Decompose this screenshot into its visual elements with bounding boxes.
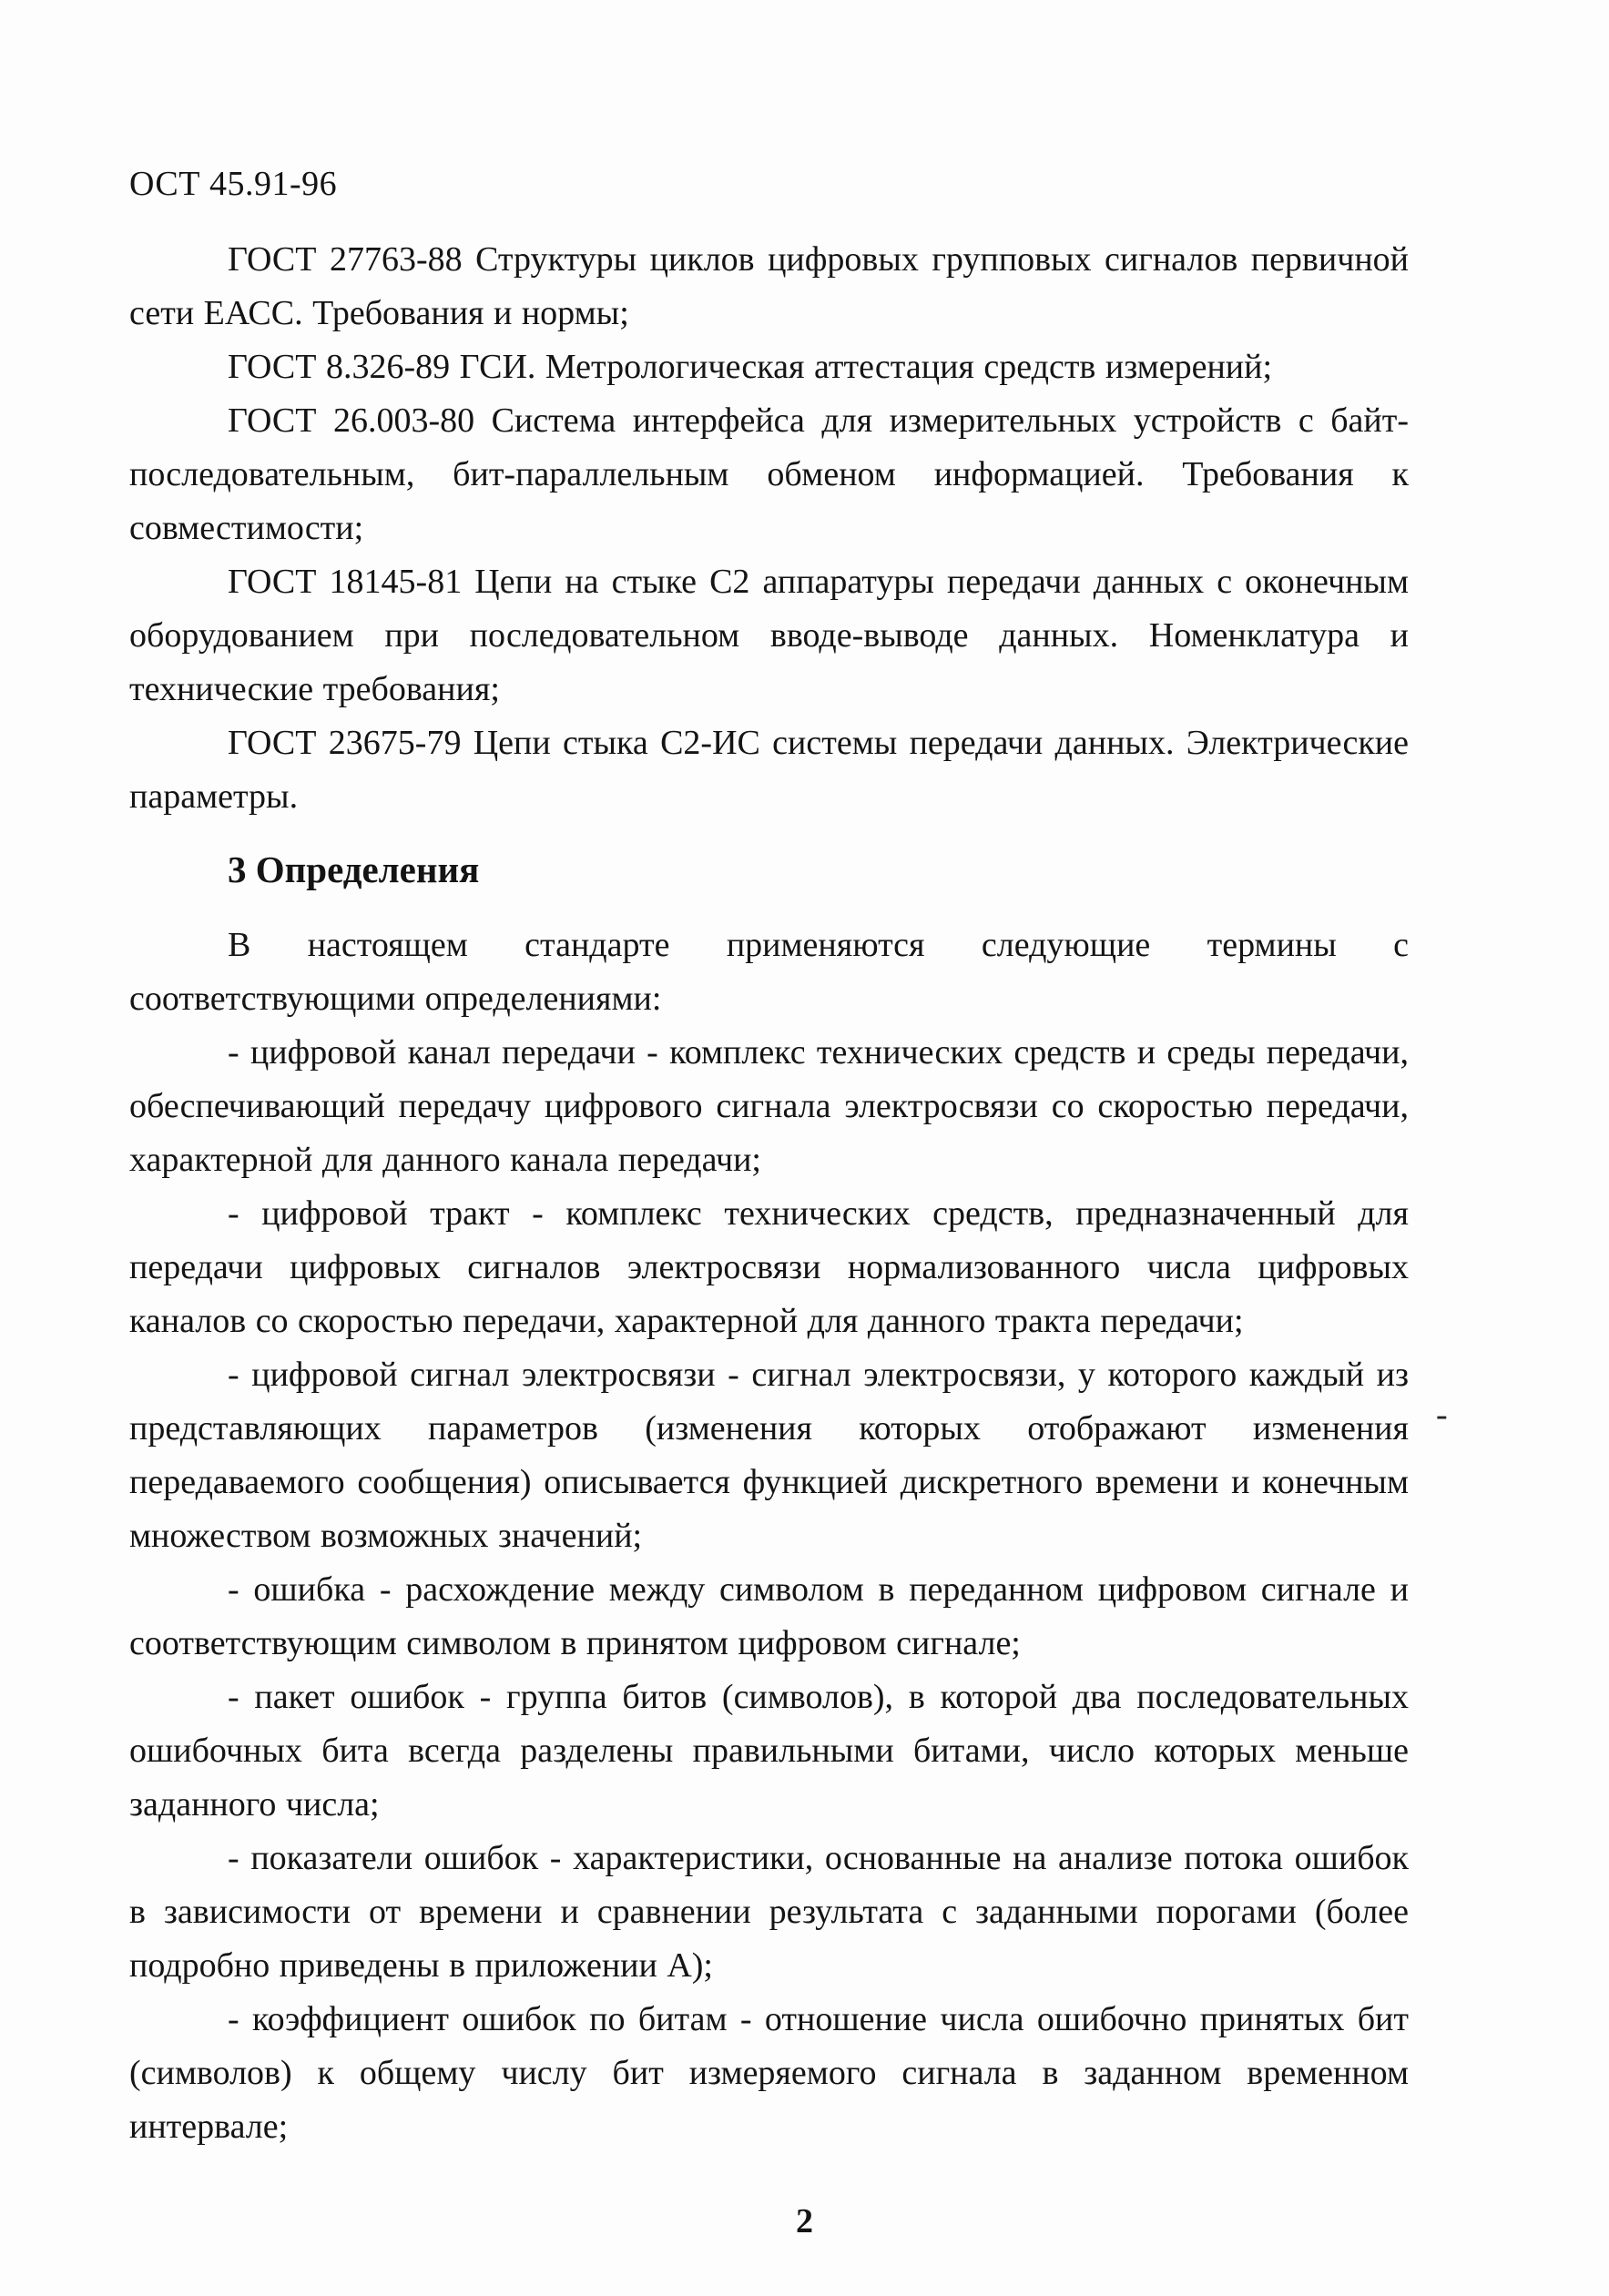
reference-gost-18145: ГОСТ 18145-81 Цепи на стыке С2 аппаратуры передачи данных с оконечным оборудованием при последовательном вводе-выводе данных. Номенклатура и технические требования; bbox=[129, 563, 1409, 708]
reference-gost-8-326: ГОСТ 8.326-89 ГСИ. Метрологическая аттестация средств измерений; bbox=[228, 348, 1273, 386]
definition-digital-channel: - цифровой канал передачи - комплекс технических средств и среды передачи, обеспечивающий передачу цифрового сигнала электросвязи со скоростью передачи, характерной для данного канала передачи; bbox=[129, 1033, 1409, 1179]
section-intro: В настоящем стандарте применяются следующие термины с соответствующими определениями: bbox=[129, 926, 1409, 1018]
margin-mark: - bbox=[1436, 1396, 1448, 1434]
definition-error-indicators: - показатели ошибок - характеристики, основанные на анализе потока ошибок в зависимости от времени и сравнении результата с заданными порогами (более подробно приведены в приложении А); bbox=[129, 1839, 1409, 1985]
section-title: 3 Определения bbox=[228, 848, 480, 890]
definition-digital-signal: - цифровой сигнал электросвязи - сигнал электросвязи, у которого каждый из представляющих параметров (изменения которых отображают изменения передаваемого сообщения) описывается функцией дискретного времени и конечным множеством возможных значений; bbox=[129, 1356, 1409, 1555]
reference-gost-23675: ГОСТ 23675-79 Цепи стыка С2-ИС системы передачи данных. Электрические параметры. bbox=[129, 724, 1409, 816]
page-body bbox=[129, 233, 1409, 2154]
reference-gost-27763: ГОСТ 27763-88 Структуры циклов цифровых групповых сигналов первичной сети ЕАСС. Требования и нормы; bbox=[129, 240, 1409, 332]
definition-error: - ошибка - расхождение между символом в переданном цифровом сигнале и соответствующим символом в принятом цифровом сигнале; bbox=[129, 1570, 1409, 1662]
definition-bit-error-ratio: - коэффициент ошибок по битам - отношение числа ошибочно принятых бит (символов) к общему числу бит измеряемого сигнала в заданном временном интервале; bbox=[129, 2000, 1409, 2146]
page-number: 2 bbox=[796, 2202, 813, 2240]
definition-digital-path: - цифровой тракт - комплекс технических средств, предназначенный для передачи цифровых сигналов электросвязи нормализованного числа цифровых каналов со скоростью передачи, характерной для данного тракта передачи; bbox=[129, 1194, 1409, 1340]
definition-error-burst: - пакет ошибок - группа битов (символов), в которой два последовательных ошибочных бита всегда разделены правильными битами, число которых меньше заданного числа; bbox=[129, 1678, 1409, 1824]
document-code: ОСТ 45.91-96 bbox=[129, 165, 338, 203]
reference-gost-26-003: ГОСТ 26.003-80 Система интерфейса для измерительных устройств с байт-последовательным, бит-параллельным обменом информацией. Требования к совместимости; bbox=[129, 401, 1409, 547]
